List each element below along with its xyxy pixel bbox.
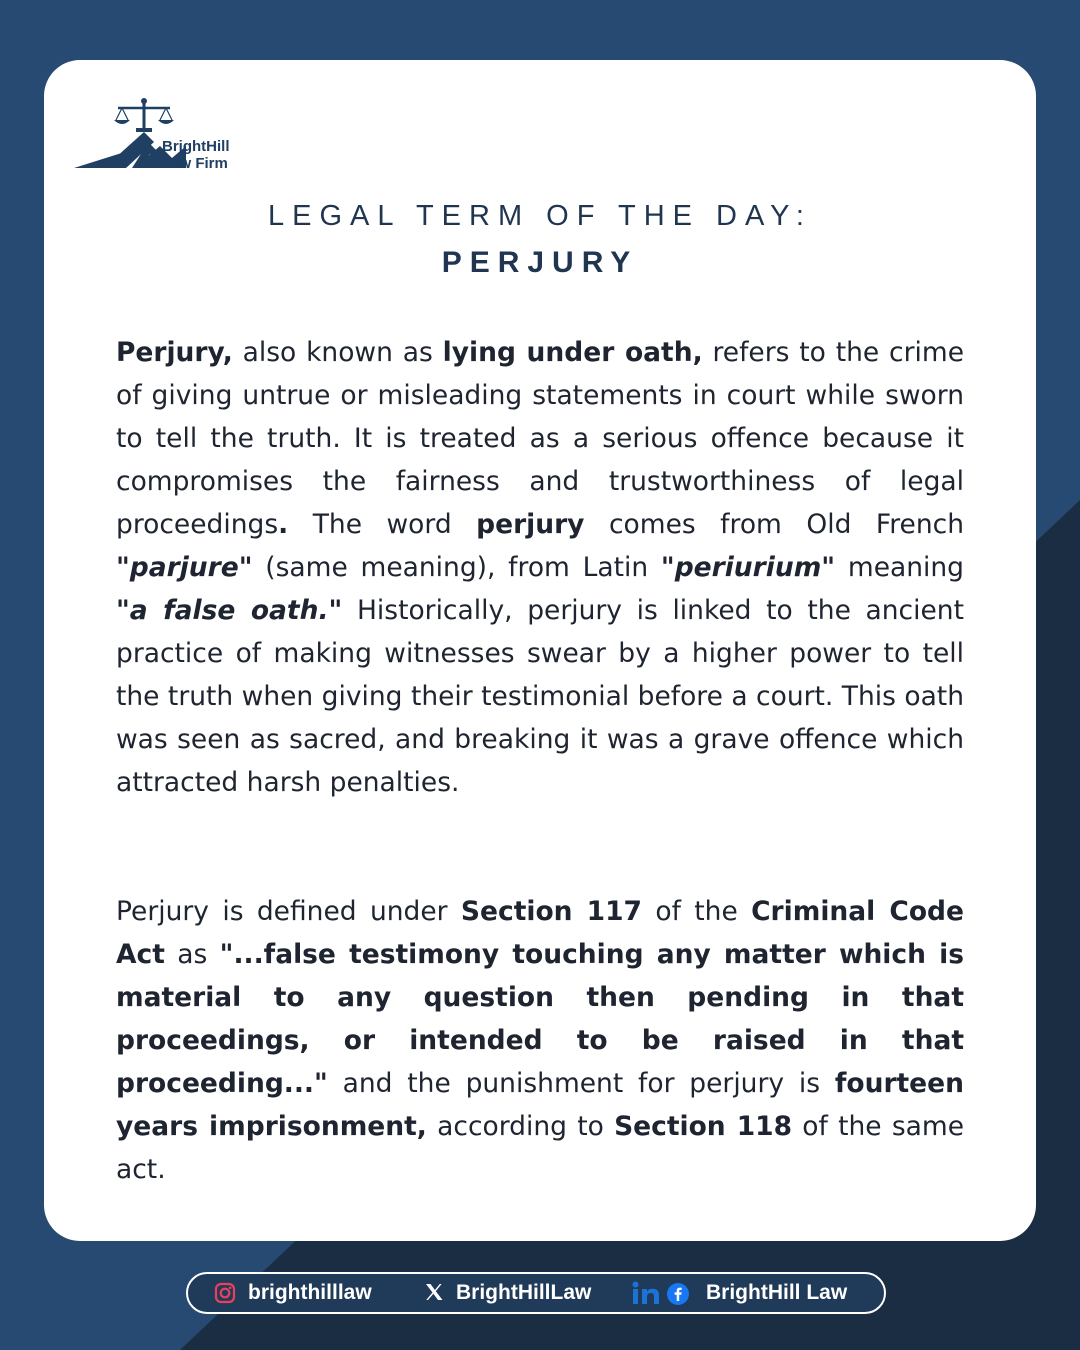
paragraph-definition <box>116 331 964 804</box>
instagram-handle[interactable]: brighthilllaw <box>248 1281 372 1304</box>
text-segment: "parjure" <box>116 552 253 583</box>
text-segment: of the <box>642 896 752 927</box>
text-segment: according to <box>426 1111 615 1142</box>
x-handle[interactable]: BrightHillLaw <box>456 1281 592 1304</box>
term-title: PERJURY <box>441 246 639 279</box>
text-segment: Perjury is defined under <box>116 896 461 927</box>
text-segment: "...false testimony touching any matter which is material to any question then pending in that proceedings, or intended to be raised in that proceeding..." <box>116 939 964 1099</box>
x-icon[interactable] <box>424 1282 444 1302</box>
text-segment: . <box>278 509 289 540</box>
text-segment: The word <box>288 509 477 540</box>
text-segment: Section 118 <box>614 1111 793 1142</box>
paragraph-legal-basis <box>116 890 964 1191</box>
text-segment: lying under oath, <box>442 337 703 368</box>
text-segment: perjury <box>476 509 585 540</box>
text-segment: meaning <box>835 552 965 583</box>
facebook-icon[interactable] <box>666 1282 690 1306</box>
social-footer <box>186 1272 886 1314</box>
text-segment: of the same act. <box>116 1111 965 1185</box>
text-segment: also known as <box>232 337 443 368</box>
content-card <box>44 60 1036 1241</box>
linkedin-icon[interactable] <box>632 1281 662 1305</box>
instagram-icon[interactable] <box>214 1282 236 1304</box>
page-title: LEGAL TERM OF THE DAY: <box>268 200 812 232</box>
text-segment: Section 117 <box>460 896 642 927</box>
facebook-linkedin-handle[interactable]: BrightHill Law <box>706 1281 848 1304</box>
brand-name-line2: Law Firm <box>162 155 228 172</box>
text-segment: and the punishment for perjury is <box>327 1068 835 1099</box>
text-segment: (same meaning), from Latin <box>252 552 661 583</box>
text-segment: fourteen years imprisonment, <box>116 1068 964 1142</box>
text-segment: "a false oath." <box>116 595 343 626</box>
brand-name-line1: BrightHill <box>162 138 230 155</box>
brand-name <box>162 138 230 172</box>
text-segment: as <box>164 939 220 970</box>
text-segment: Historically, perjury is linked to the ancient practice of making witnesses swear by a higher power to tell the truth when giving their testimonial before a court. This oath was seen as sacred, and breaking it was a grave offence which attracted harsh penalties. <box>116 595 964 798</box>
text-segment: Perjury, <box>116 337 233 368</box>
text-segment: "periurium" <box>660 552 836 583</box>
text-segment: comes from Old French <box>584 509 964 540</box>
text-segment: Criminal Code Act <box>116 896 964 970</box>
text-segment: refers to the crime of giving untrue or misleading statements in court while sworn to tell the truth. It is treated as a serious offence because it compromises the fairness and trustworthiness of legal proceedings <box>116 337 964 540</box>
